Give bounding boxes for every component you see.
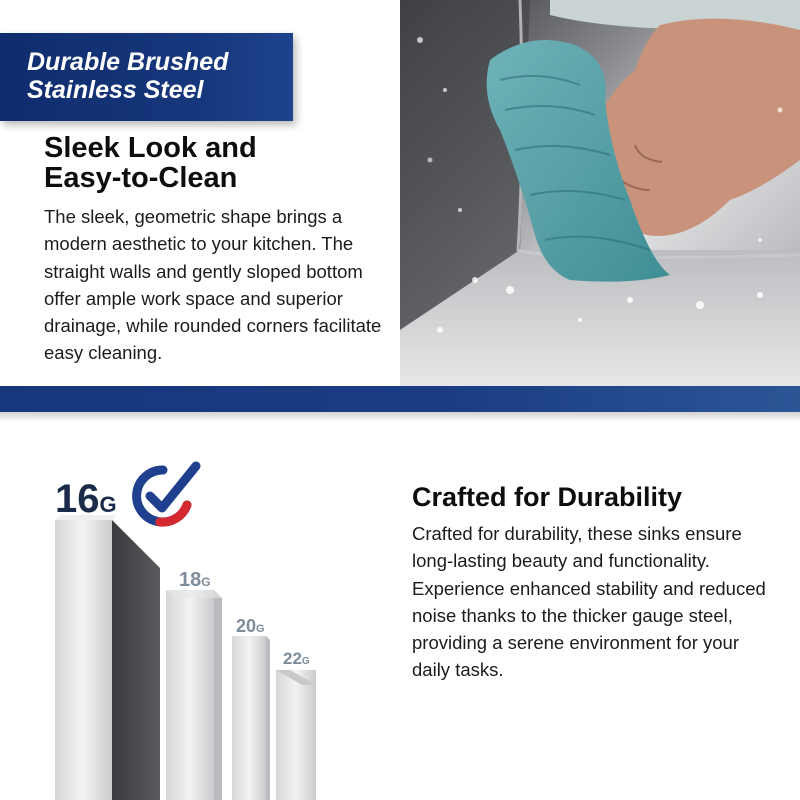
banner-line-1: Durable Brushed bbox=[27, 48, 229, 76]
gauge-bar-16 bbox=[55, 515, 160, 800]
sink-cleaning-photo bbox=[400, 0, 800, 386]
gauge-label-16: 16G bbox=[55, 477, 117, 521]
gauge-label-20: 20G bbox=[236, 616, 265, 636]
section-1-heading-line-2: Easy-to-Clean bbox=[44, 162, 238, 194]
section-2-heading: Crafted for Durability bbox=[412, 482, 683, 512]
section-1-body: The sleek, geometric shape brings a modern aesthetic to your kitchen. The straight walls and gently sloped bottom offer ample work space and superior drainage, while rounded corners facilitate easy cleaning. bbox=[44, 206, 382, 364]
section-1-heading bbox=[44, 133, 374, 193]
gauge-comparison-illustration bbox=[0, 440, 400, 800]
section-1-heading-line-1: Sleek Look and bbox=[44, 132, 257, 164]
section-divider-shadow bbox=[0, 412, 800, 422]
gauge-label-18: 18G bbox=[179, 569, 211, 591]
gauge-bar-20 bbox=[232, 636, 270, 800]
gauge-bar-22 bbox=[276, 670, 316, 800]
banner-line-2: Stainless Steel bbox=[27, 76, 204, 104]
section-divider bbox=[0, 386, 800, 412]
checkmark-circle-icon bbox=[137, 466, 196, 522]
gauge-label-22: 22G bbox=[283, 649, 310, 668]
section-2-body: Crafted for durability, these sinks ensure long-lasting beauty and functionality. Experience enhanced stability and reduced noise thanks to the thicker gauge steel, providing a serene environment for your daily tasks. bbox=[412, 523, 766, 681]
sink-cleaning-illustration bbox=[400, 0, 800, 386]
feature-banner bbox=[0, 33, 293, 121]
gauge-bar-18 bbox=[166, 590, 222, 800]
banner-text bbox=[27, 48, 228, 104]
